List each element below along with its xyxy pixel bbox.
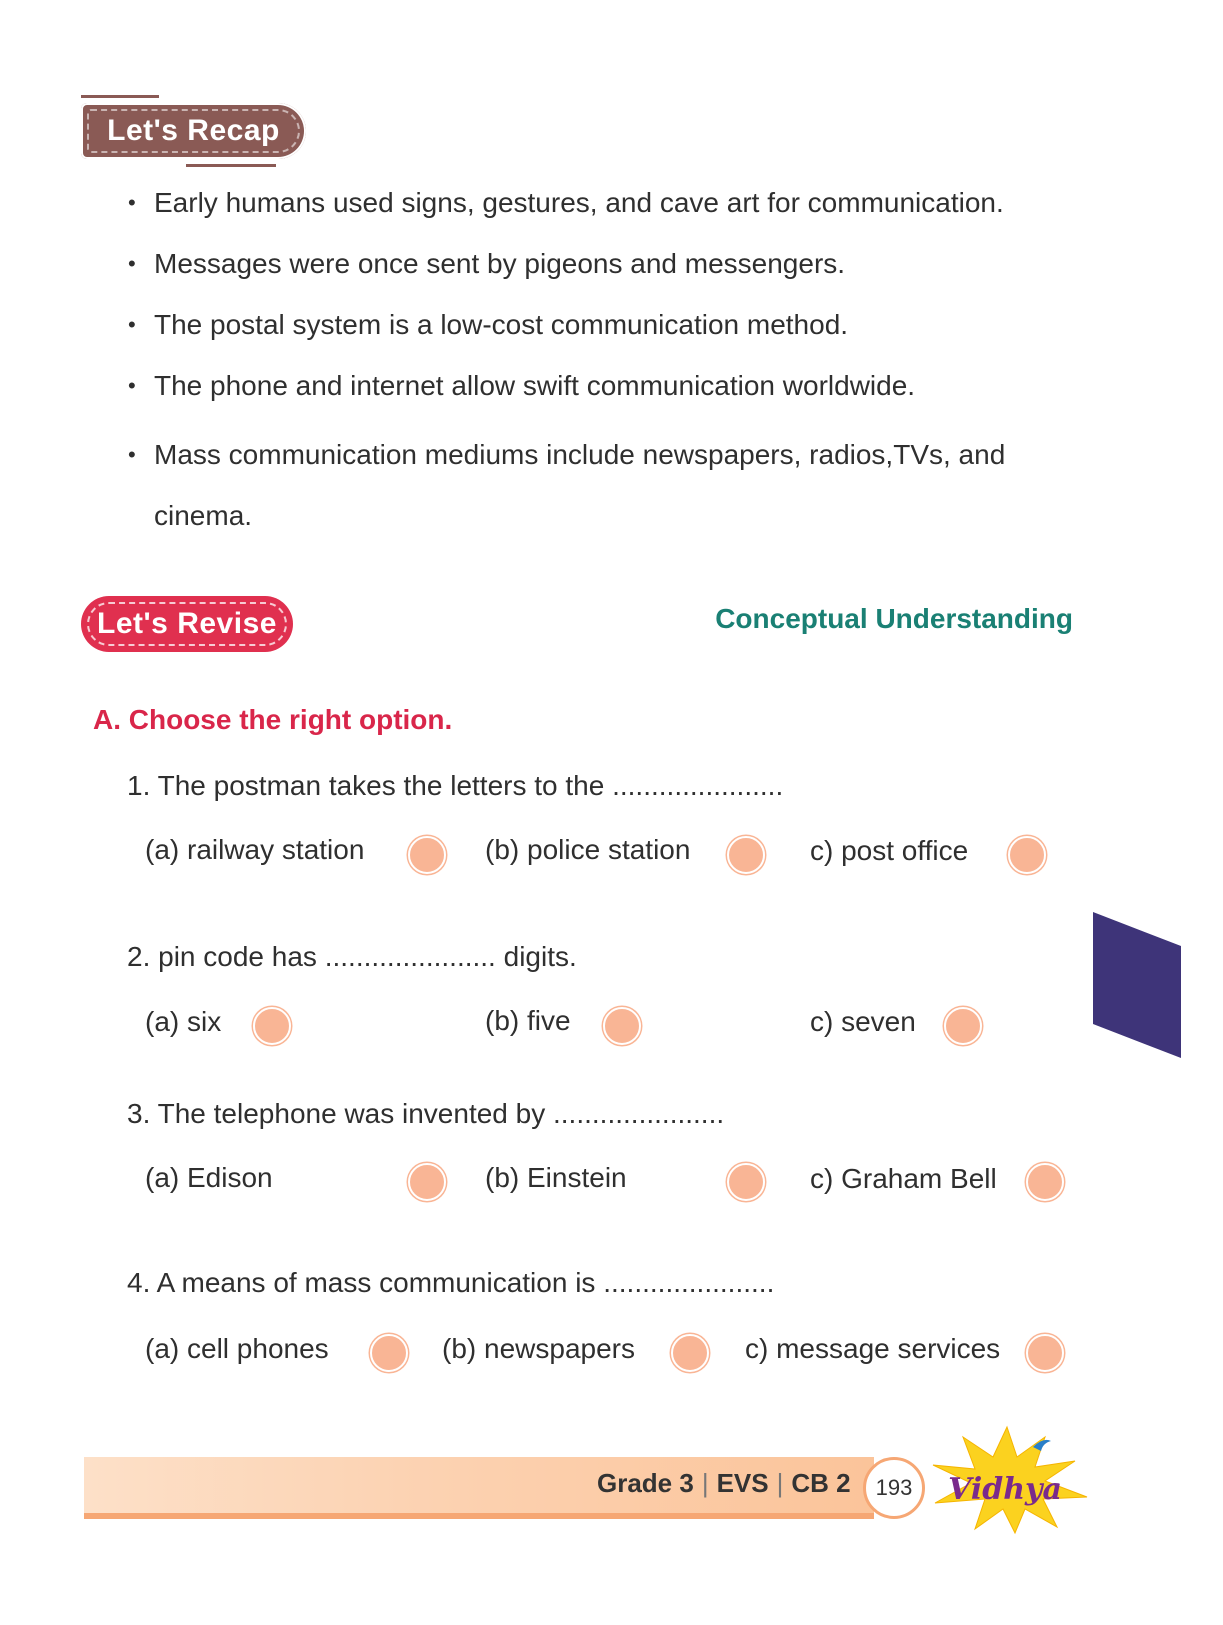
footer-info: [597, 1468, 851, 1499]
chapter-tab-marker: [1093, 912, 1223, 1058]
question-text: 3. The telephone was invented by ......................: [127, 1098, 725, 1129]
bullet-icon: •: [128, 373, 136, 398]
bullet-icon: •: [128, 251, 136, 276]
vidhya-logo: [925, 1425, 1090, 1535]
answer-circle[interactable]: [408, 1163, 446, 1201]
recap-bullet-text: Messages were once sent by pigeons and messengers.: [154, 248, 846, 279]
footer-separator: |: [776, 1468, 784, 1498]
answer-circle[interactable]: [603, 1007, 641, 1045]
answer-circle[interactable]: [944, 1007, 982, 1045]
answer-circle[interactable]: [408, 836, 446, 874]
option-label: c) post office: [810, 835, 969, 866]
recap-bullet-text: The phone and internet allow swift communication worldwide.: [154, 370, 916, 401]
answer-circle[interactable]: [1026, 1334, 1064, 1372]
question-text: 4. A means of mass communication is ......................: [127, 1267, 775, 1298]
option-label: (b) police station: [485, 834, 691, 865]
recap-bullet-list: [128, 172, 1108, 546]
recap-bullet: [128, 172, 1108, 233]
section-heading: A. Choose the right option.: [93, 704, 453, 735]
option-label: (a) cell phones: [145, 1333, 329, 1364]
answer-circle[interactable]: [727, 836, 765, 874]
answer-circle[interactable]: [727, 1163, 765, 1201]
footer-book: CB 2: [791, 1468, 851, 1498]
question-text: 1. The postman takes the letters to the ......................: [127, 770, 784, 801]
option-label: (b) five: [485, 1005, 571, 1036]
option-label: (a) six: [145, 1006, 222, 1037]
footer-separator: |: [701, 1468, 709, 1498]
option-label: (b) Einstein: [485, 1162, 627, 1193]
recap-bullet-text: The postal system is a low-cost communication method.: [154, 309, 849, 340]
recap-bullet: [128, 233, 1108, 294]
bullet-icon: •: [128, 312, 136, 337]
answer-circle[interactable]: [1026, 1163, 1064, 1201]
recap-bullet-text: Mass communication mediums include newspapers, radios,TVs, and cinema.: [154, 439, 1006, 531]
answer-circle[interactable]: [253, 1007, 291, 1045]
option-label: c) seven: [810, 1006, 916, 1037]
revise-badge-label: Let's Revise: [97, 607, 277, 640]
answer-circle[interactable]: [671, 1334, 709, 1372]
footer-grade: Grade 3: [597, 1468, 694, 1498]
option-label: (b) newspapers: [442, 1333, 635, 1364]
category-label: Conceptual Understanding: [715, 603, 1073, 634]
answer-circle[interactable]: [1008, 836, 1046, 874]
option-label: c) Graham Bell: [810, 1163, 997, 1194]
logo-wordmark: Vidhya: [948, 1472, 1062, 1507]
recap-badge: [81, 103, 306, 159]
option-label: (a) railway station: [145, 834, 365, 865]
bullet-icon: •: [128, 442, 136, 467]
revise-badge: [81, 596, 293, 652]
page-number: 193: [863, 1457, 925, 1519]
option-label: (a) Edison: [145, 1162, 273, 1193]
recap-bullet: [128, 355, 1108, 416]
recap-badge-label: Let's Recap: [107, 114, 280, 147]
recap-bullet-text: Early humans used signs, gestures, and cave art for communication.: [154, 187, 1004, 218]
recap-bullet: [128, 294, 1108, 355]
recap-bullet: [128, 424, 1054, 546]
question-text: 2. pin code has ...................... digits.: [127, 941, 577, 972]
answer-circle[interactable]: [370, 1334, 408, 1372]
option-label: c) message services: [745, 1333, 1001, 1364]
footer-subject: EVS: [716, 1468, 769, 1498]
chapter-tab-shape: [1093, 912, 1181, 1058]
bullet-icon: •: [128, 190, 136, 215]
